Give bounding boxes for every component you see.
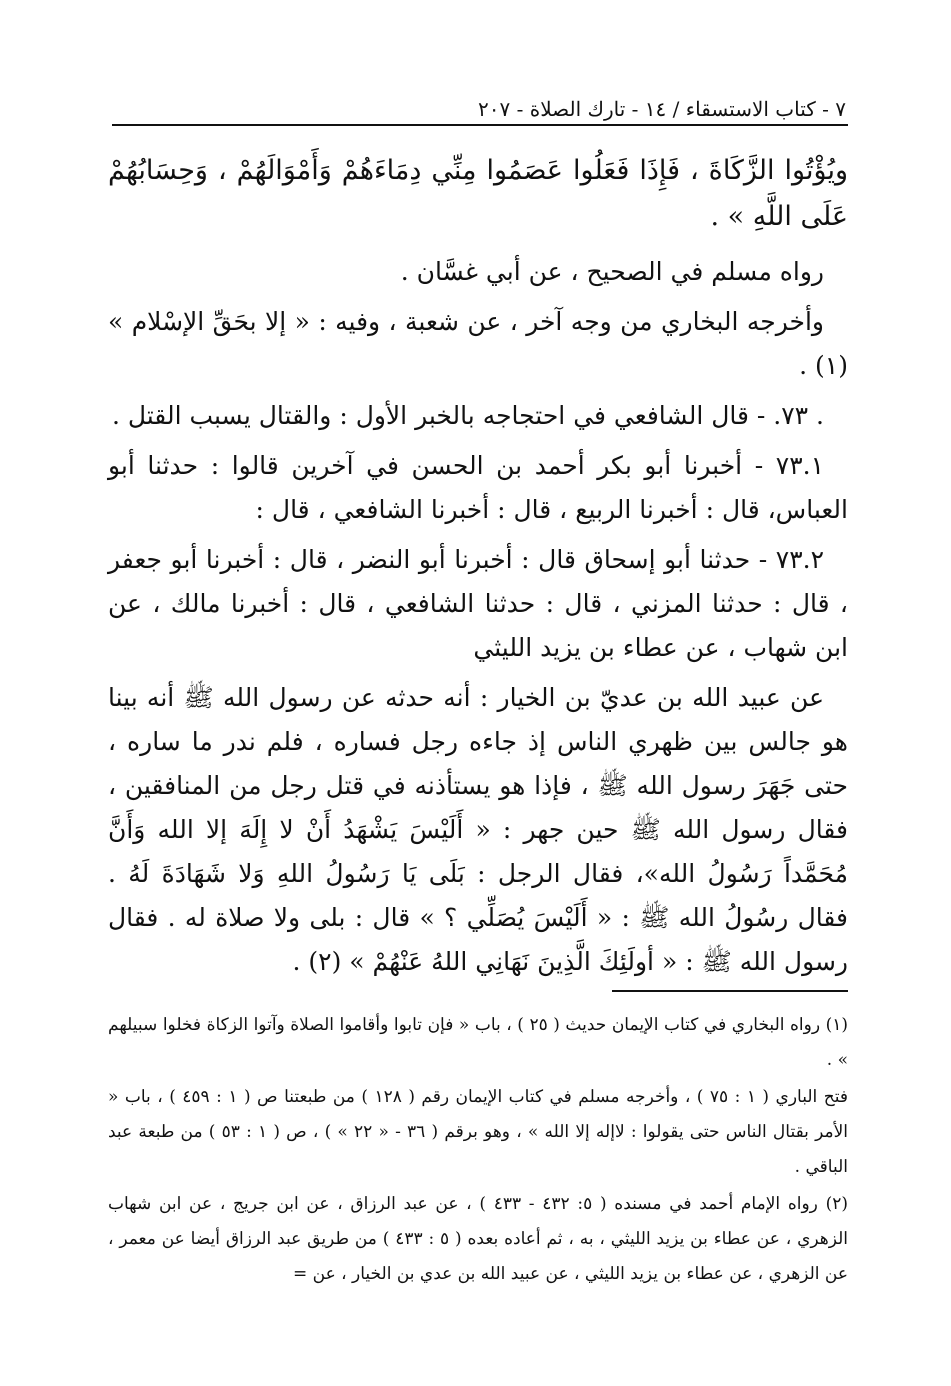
section-73-0: . ٧٣. - قال الشافعي في احتجاجه بالخبر الأول : والقتال يسبب القتل . bbox=[111, 401, 824, 430]
hadith-text: عن عبيد الله بن عديّ بن الخيار : أنه حدثه عن رسول الله ﷺ أنه بينا هو جالس بين ظهري الناس إذ جاءه رجل فساره ، فلم ندر ما ساره ، حتى جَهَرَ رسول الله ﷺ ، فإذا هو يستأذنه في قتل رجل من المنافقين ، فقال رسول الله ﷺ حين جهر : « أَلَيْسَ يَشْهَدُ أَنْ لا إِلَهَ إلا الله وَأَنَّ مُحَمَّداً رَسُولُ الله»، فقال الرجل : بَلَى يَا رَسُولُ اللهِ وَلا شَهَادَةَ لَهُ . فقال رسُولُ الله ﷺ : « أَلَيْسَ يُصَلِّي ؟ » قال : بلى ولا صلاة له . فقال رسول الله ﷺ : « أولَئِكَ الَّذِينَ نَهَانِي اللهُ عَنْهُمْ » (٢) . bbox=[108, 683, 848, 976]
main-text bbox=[108, 148, 848, 984]
footnote-2: (٢) رواه الإمام أحمد في مسنده ( ٥: ٤٣٢ - ٤٣٣ ) ، عن عبد الرزاق ، عن ابن جريج ، عن ابن شهاب الزهري ، عن عطاء بن يزيد الليثي ، به ، ثم أعاده بعده ( ٥ : ٤٣٣ ) من طريق عبد الرزاق أيضا عن معمر ، عن الزهري ، عن عطاء بن يزيد الليثي ، عن عبيد الله بن عدي بن الخيار ، عن = bbox=[108, 1194, 849, 1284]
hadith-continuation: ويُؤْتُوا الزَّكَاةَ ، فَإِذَا فَعَلُوا عَصَمُوا مِنِّي دِمَاءَهُمْ وَأَمْوَالَهُمْ ، وَحِسَابُهُمْ عَلَى اللَّهِ » . bbox=[108, 155, 848, 232]
footnote-rule bbox=[612, 990, 848, 992]
narration-note-bukhari: وأخرجه البخاري من وجه آخر ، عن شعبة ، وفيه : « إلا بحَقِّ الإسْلام » (١) . bbox=[108, 307, 848, 380]
running-header: ٧ - كتاب الاستسقاء / ١٤ - تارك الصلاة - ٢٠٧ bbox=[478, 97, 846, 121]
section-73-2: ٧٣.٢ - حدثنا أبو إسحاق قال : أخبرنا أبو النضر ، قال : أخبرنا أبو جعفر ، قال : حدثنا المزني ، قال : حدثنا الشافعي ، قال : أخبرنا مالك ، عن ابن شهاب ، عن عطاء بن يزيد الليثي bbox=[108, 545, 848, 662]
section-73-1: ٧٣.١ - أخبرنا أبو بكر أحمد بن الحسن في آخرين قالوا : حدثنا أبو العباس، قال : أخبرنا الربيع ، قال : أخبرنا الشافعي ، قال : bbox=[108, 451, 848, 524]
header-rule bbox=[112, 124, 848, 126]
footnote-1-continued: فتح الباري ( ١ : ٧٥ ) ، وأخرجه مسلم في كتاب الإيمان رقم ( ١٢٨ ) من طبعتنا ص ( ١ : ٤٥٩ ) ، باب « الأمر بقتال الناس حتى يقولوا : لاإله إلا الله » ، وهو برقم ( ٣٦ - « ٢٢ » ) ، ص ( ١ : ٥٣ ) من طبعة عبد الباقي . bbox=[108, 1087, 848, 1177]
footnote-1: (١) رواه البخاري في كتاب الإيمان حديث ( ٢٥ ) ، باب « فإن تابوا وأقاموا الصلاة وآتوا الزكاة فخلوا سبيلهم » . bbox=[108, 1015, 848, 1070]
footnotes bbox=[108, 1008, 848, 1292]
narration-note-muslim: رواه مسلم في الصحيح ، عن أبي غسَّان . bbox=[400, 257, 824, 286]
